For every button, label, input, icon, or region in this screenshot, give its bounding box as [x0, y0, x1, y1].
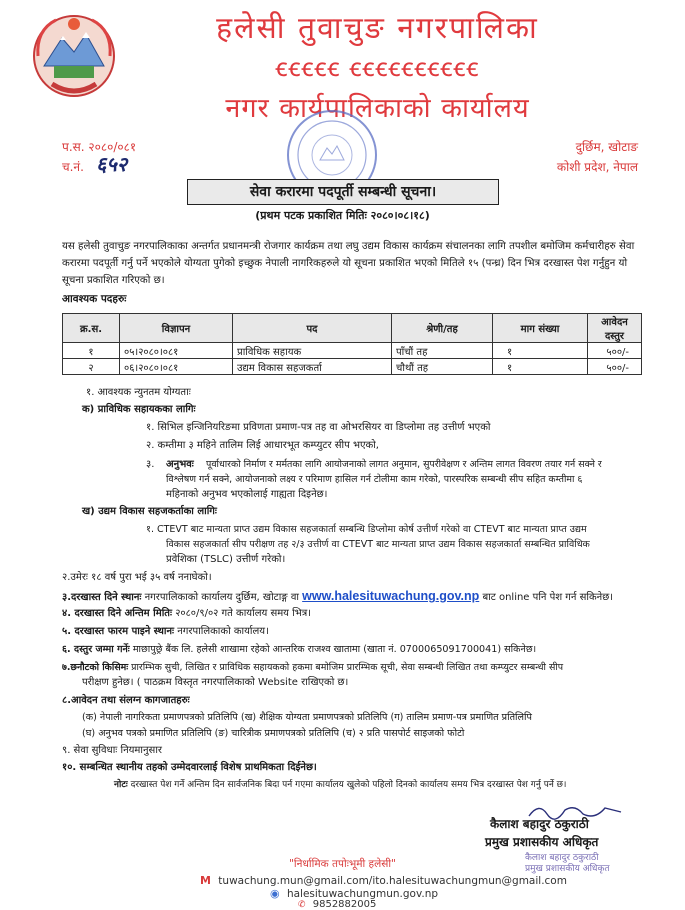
cell-post: उद्यम विकास सहजकर्ता [233, 359, 392, 375]
note-label: नोटः [114, 780, 128, 790]
cell-fee: ५००/- [588, 359, 642, 375]
local-priority: १०. सम्बन्धित स्थानीय तहको उम्मेदवारलाई विशेष प्राथमिकता दिईनेछ। [62, 762, 317, 773]
form-place-label: ५. दरखास्त फारम पाइने स्थानः [62, 626, 175, 637]
qual-b-item-1-line-2: विकास सहजकार्ता सीप परीक्षण तह २/३ उत्तीर्ण वा CTEVT बाट मान्यता प्राप्त उद्यम विकास सहजकार्ता सम्बन्धित प्राविधिक [166, 539, 590, 550]
qual-a-item-3-line-1: पूर्वाधारको निर्माण र मर्मतका लागि आयोजनाको लागत अनुमान, सुपरीवेक्षण र अन्तिम लागत विवरण तयार गर्न सक्ने र [206, 459, 602, 470]
intro-paragraph: यस हलेसी तुवाचुङ नगरपालिकाका अन्तर्गत प्रधानमन्त्री रोजगार कार्यक्रम तथा लघु उद्यम विकास कार्यक्रम संचालनका लागि तपशील बमोजिम कर्मचारीहरु सेवा करारमा पदपूर्ती गर्नु पर्ने भएकोले योग्यता पुगेको इच्छुक नेपाली नागरिकहरुले यो सूचना प्रकाशित भएको मितिले १५ (पन्ध्र) दिन भित्र दरखास्त पेश गर्नुहुन यो सूचना प्रकाशित गरिएको छ। [62, 241, 635, 286]
dispatch-number-handwritten: ६५२ [96, 152, 128, 176]
municipality-name-local-script: ꞓꞓꞓꞓꞓ ꞓꞓꞓꞓꞓꞓꞓꞓꞓꞓ [275, 53, 480, 82]
fee-deposit [62, 643, 536, 657]
form-place [62, 625, 269, 639]
fee-deposit-text: माछापुछ्रे बैंक लि. हलेसी शाखामा रहेको आन्तरिक राजश्व खातामा (खाता नं. 0700065091700041) सकिनेछ। [132, 644, 537, 655]
cell-demand: १ [493, 343, 588, 359]
municipality-name-nepali: हलेसी तुवाचुङ नगरपालिका [216, 11, 539, 46]
cell-fee: ५००/- [588, 343, 642, 359]
selection-method [62, 661, 563, 675]
technical-assistant-heading: क) प्राविधिक सहायकका लागिः [82, 404, 196, 415]
qual-a-item-3-num: ३. [146, 459, 155, 470]
fee-deposit-label: ६. दस्तुर जम्मा गर्नेः [62, 644, 130, 655]
office-name: नगर कार्यपालिकाको कार्यालय [225, 93, 530, 124]
footer-email-text[interactable]: tuwachung.mun@gmail.com/ito.halesituwachungmun@gmail.com [218, 875, 567, 887]
experience-label: अनुभवः [166, 459, 194, 470]
cell-demand: १ [493, 359, 588, 375]
address-line-1: दुर्छिम, खोटाङ [575, 140, 638, 154]
cell-level: पाँचौं तह [392, 343, 493, 359]
qual-b-item-1-line-3: प्रवेशिका (TSLC) उत्तीर्ण गरेको। [166, 554, 286, 565]
deadline-label: ४. दरखास्त दिने अन्तिम मितिः [62, 608, 173, 619]
note-text: दरखास्त पेश गर्ने अन्तिम दिन सार्वजनिक बिदा पर्न गएमा कार्यालय खुलेको पहिलो दिनको कार्यालय समय भित्र दरखास्त पेश गर्नु पर्ने छ। [130, 780, 567, 790]
deadline-text: २०८०/९/०२ गते कार्यालय समय भित्र। [175, 608, 312, 619]
documents-heading: ८.आवेदन तथा संलग्न कागजातहरुः [62, 695, 190, 706]
table-row [63, 359, 642, 375]
qual-b-item-1-line-1: १. CTEVT बाट मान्यता प्राप्त उद्यम विकास सहजकार्ता सम्बन्धि डिप्लोमा कोर्ष उत्तीर्ण गरेको वा CTEVT बाट मान्यता प्राप्त उद्यम [146, 524, 587, 535]
submission-place [62, 589, 613, 605]
stamp-name: कैलाश बहादुर ठकुराठी [525, 853, 599, 863]
qualifications-heading: १. आवश्यक न्युनतम योग्यताः [86, 387, 191, 398]
footer-email [200, 874, 567, 887]
documents-line-2: (घ) अनुभव पत्रको प्रमाणित प्रतिलिपि (ङ) चारित्रीक प्रमाणपत्रको प्रतिलिपि (च) २ प्रति पासपोर्ट साइजको फोटो [82, 728, 465, 739]
footer-phone-text: 9852882005 [312, 899, 377, 910]
age-requirement: २.उमेरः १८ वर्ष पुरा भई ३५ वर्ष ननाघेको। [62, 572, 212, 583]
cell-sn: २ [63, 359, 120, 375]
cell-advert: ०५।२०८०।०८१ [120, 343, 233, 359]
cell-post: प्राविधिक सहायक [233, 343, 392, 359]
enterprise-facilitator-heading: ख) उद्यम विकास सहजकर्ताका लागिः [82, 506, 217, 517]
col-header-level: श्रेणी/तह [392, 314, 493, 343]
footer-phone [298, 899, 376, 910]
qual-a-item-3-line-2: विश्लेषण गर्न सक्ने, आयोजनाको लक्ष्य र परिमाण हासिल गर्न टोलीमा काम गरेको, पारस्परिक सम्बन्धी सीप सहित कम्तीमा ६ [166, 474, 583, 485]
table-header-row [63, 314, 642, 343]
posts-table [62, 313, 642, 375]
selection-method-line-2: परीक्षण हुनेछ। ( पाठक्रम विस्तृत नगरपालिकाको Website राखिएको छ। [82, 677, 349, 688]
table-row [63, 343, 642, 359]
signatory-title: प्रमुख प्रशासकीय अधिकृत [485, 835, 599, 849]
form-place-text: नगरपालिकाको कार्यालय। [177, 626, 269, 637]
documents-line-1: (क) नेपाली नागरिकता प्रमाणपत्रको प्रतिलिपि (ख) शैक्षिक योग्यता प्रमाणपत्रको प्रतिलिपि (ग) तालिम प्रमाण-पत्र प्रमाणित प्रतिलिपि [82, 712, 532, 723]
phone-icon: ✆ [298, 900, 306, 910]
qual-a-item-2: २. कम्तीमा ३ महिने तालिम लिई आधारभूत कम्प्युटर सीप भएको, [146, 440, 379, 451]
submission-place-label: ३.दरखास्त दिने स्थानः [62, 592, 142, 603]
facilities: ९. सेवा सुविधाः नियमानुसार [62, 745, 162, 756]
cell-level: चौथौं तह [392, 359, 493, 375]
notice-title: सेवा करारमा पदपूर्ती सम्बन्धी सूचना। [187, 179, 499, 205]
deadline [62, 607, 311, 621]
col-header-sn: क्र.स. [63, 314, 120, 343]
footer-website-text[interactable]: halesituwachungmun.gov.np [286, 888, 439, 900]
dispatch-number-label: च.नं. [62, 160, 84, 174]
submission-place-tail: बाट online पनि पेश गर्न सकिनेछ। [482, 592, 614, 603]
publication-date: (प्रथम पटक प्रकाशित मितिः २०८०।०८।१८) [255, 209, 430, 222]
cell-sn: १ [63, 343, 120, 359]
col-header-post: पद [233, 314, 392, 343]
note [114, 778, 566, 792]
mail-icon: M [200, 874, 211, 887]
required-posts-heading: आवश्यक पदहरुः [62, 293, 127, 305]
col-header-advert: विज्ञापन [120, 314, 233, 343]
col-header-fee: आवेदन दस्तुर [588, 314, 642, 343]
address-line-2: कोशी प्रदेश, नेपाल [556, 160, 638, 174]
qual-a-item-1: १. सिभिल इन्जिनियरिङमा प्रविणता प्रमाण-पत्र तह वा ओभरसियर वा डिप्लोमा तह उत्तीर्ण भएको [146, 422, 491, 433]
selection-method-label: ७.छनौटको किसिमः [62, 662, 129, 673]
stamp-title: प्रमुख प्रशासकीय अधिकृत [525, 864, 610, 874]
col-header-demand: माग संख्या [493, 314, 588, 343]
website-link[interactable]: www.halesituwachung.gov.np [302, 589, 480, 603]
submission-place-text: नगरपालिकाको कार्यालय दुर्छिम, खोटाङ्ग वा [144, 592, 299, 603]
cell-advert: ०६।२०८०।०८१ [120, 359, 233, 375]
web-icon: ◉ [270, 887, 280, 900]
selection-method-line-1: प्रारम्भिक सुची, लिखित र प्राविधिक सहायकको हकमा बमोजिम प्रारम्भिक सूची, सेवा सम्बन्धी लिखित तथा कम्प्युटर सम्बन्धी सीप [131, 662, 564, 673]
reference-number: प.स. २०८०/०८१ [62, 140, 137, 154]
qual-a-item-3-line-3: महिनाको अनुभव भएकोलाई गाह्यता दिइनेछ। [166, 489, 328, 500]
footer-slogan: "निर्धामिक तपोःभूमी हलेसी" [289, 858, 396, 870]
signatory-name: कैलाश बहादुर ठकुराठी [490, 817, 589, 831]
